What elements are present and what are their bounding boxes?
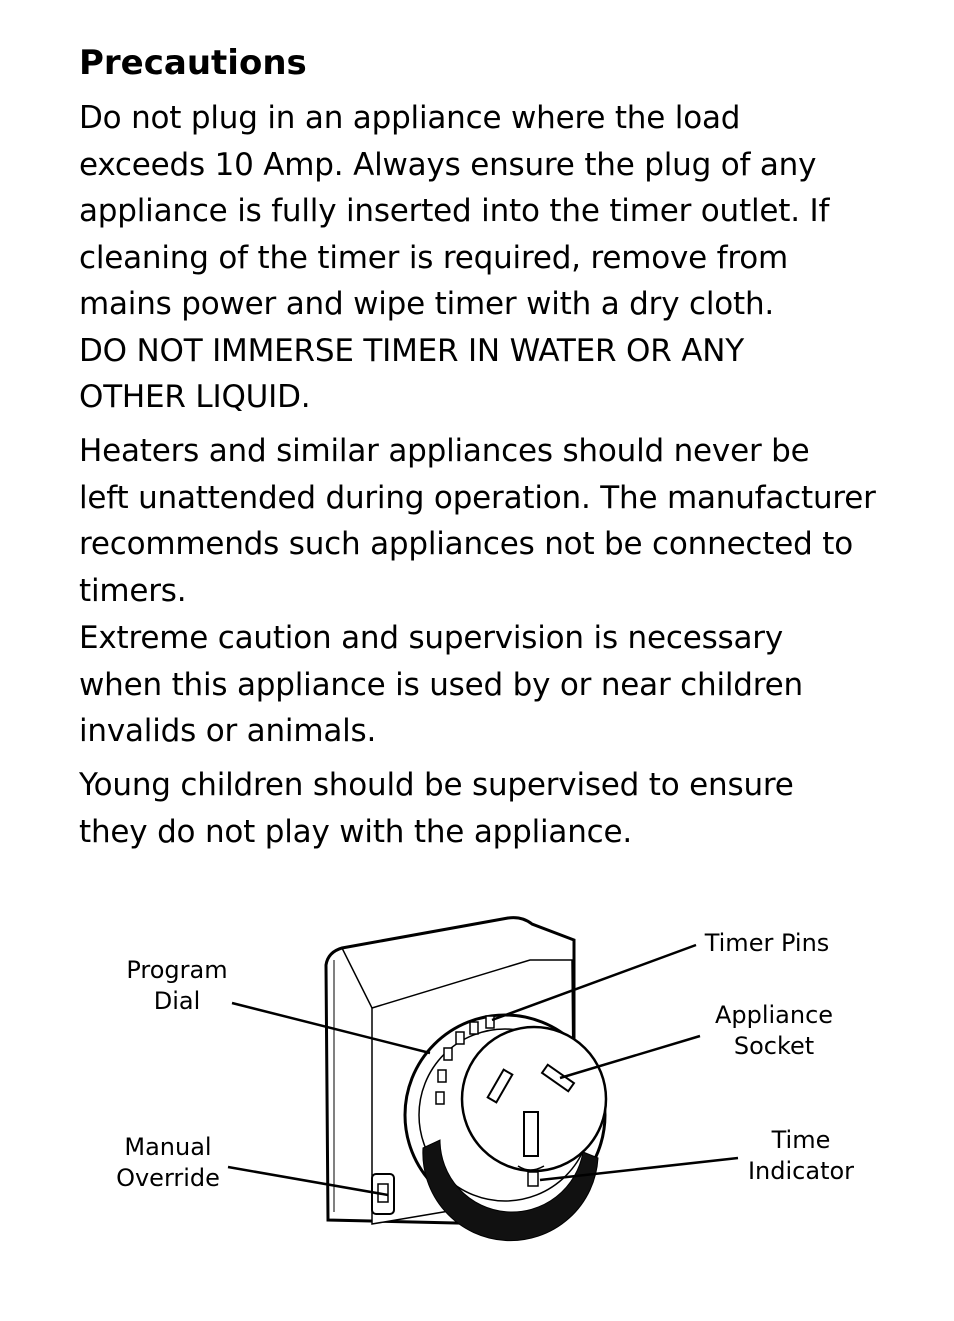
text-line: Young children should be supervised to ensure [79,767,794,803]
text-line: recommends such appliances not be connected to [79,526,853,562]
timer-diagram [0,890,954,1250]
label-line: Appliance [714,1001,834,1029]
label-time-indicator [740,1125,862,1187]
label-line: Override [116,1164,220,1192]
text-line: cleaning of the timer is required, remove from [79,239,788,276]
label-line: Socket [733,1032,815,1060]
label-timer-pins [696,928,838,959]
timer-pin [486,1016,494,1028]
precaution-paragraph-heaters [79,428,889,614]
label-line: Time [771,1126,831,1154]
label-line: Manual [124,1133,212,1161]
precaution-paragraph-supervision [79,615,889,755]
text-line: DO NOT IMMERSE TIMER IN WATER OR ANY [79,332,744,369]
label-line: Timer Pins [704,929,830,957]
text-line: they do not play with the appliance. [79,813,633,850]
text-line: invalids or animals. [79,713,377,749]
label-program-dial [118,955,236,1017]
text-line: appliance is fully inserted into the timer outlet. If [79,193,830,229]
text-line: when this appliance is used by or near children [79,666,803,703]
text-line: left unattended during operation. The manufacturer [79,479,876,516]
text-line: Do not plug in an appliance where the load [79,100,741,136]
timer-pin [470,1022,478,1034]
precaution-paragraph-children [79,762,889,855]
text-line: OTHER LIQUID. [79,379,311,415]
text-line: mains power and wipe timer with a dry cloth. [79,286,775,322]
label-line: Dial [153,987,201,1015]
precaution-paragraph-load [79,95,889,421]
timer-pin [444,1048,452,1060]
label-appliance-socket [706,1000,842,1062]
label-line: Program [126,956,228,984]
label-line: Indicator [747,1157,855,1185]
label-manual-override [108,1132,228,1194]
text-line: exceeds 10 Amp. Always ensure the plug of any [79,146,817,183]
page-title: Precautions [79,43,307,83]
text-line: Extreme caution and supervision is necessary [79,620,783,656]
text-line: timers. [79,572,187,609]
timer-pin [436,1092,444,1104]
timer-pin [456,1032,464,1044]
text-line: Heaters and similar appliances should never be [79,433,810,469]
timer-pin [438,1070,446,1082]
time-indicator-mark [528,1172,538,1186]
socket-slot [524,1112,538,1156]
